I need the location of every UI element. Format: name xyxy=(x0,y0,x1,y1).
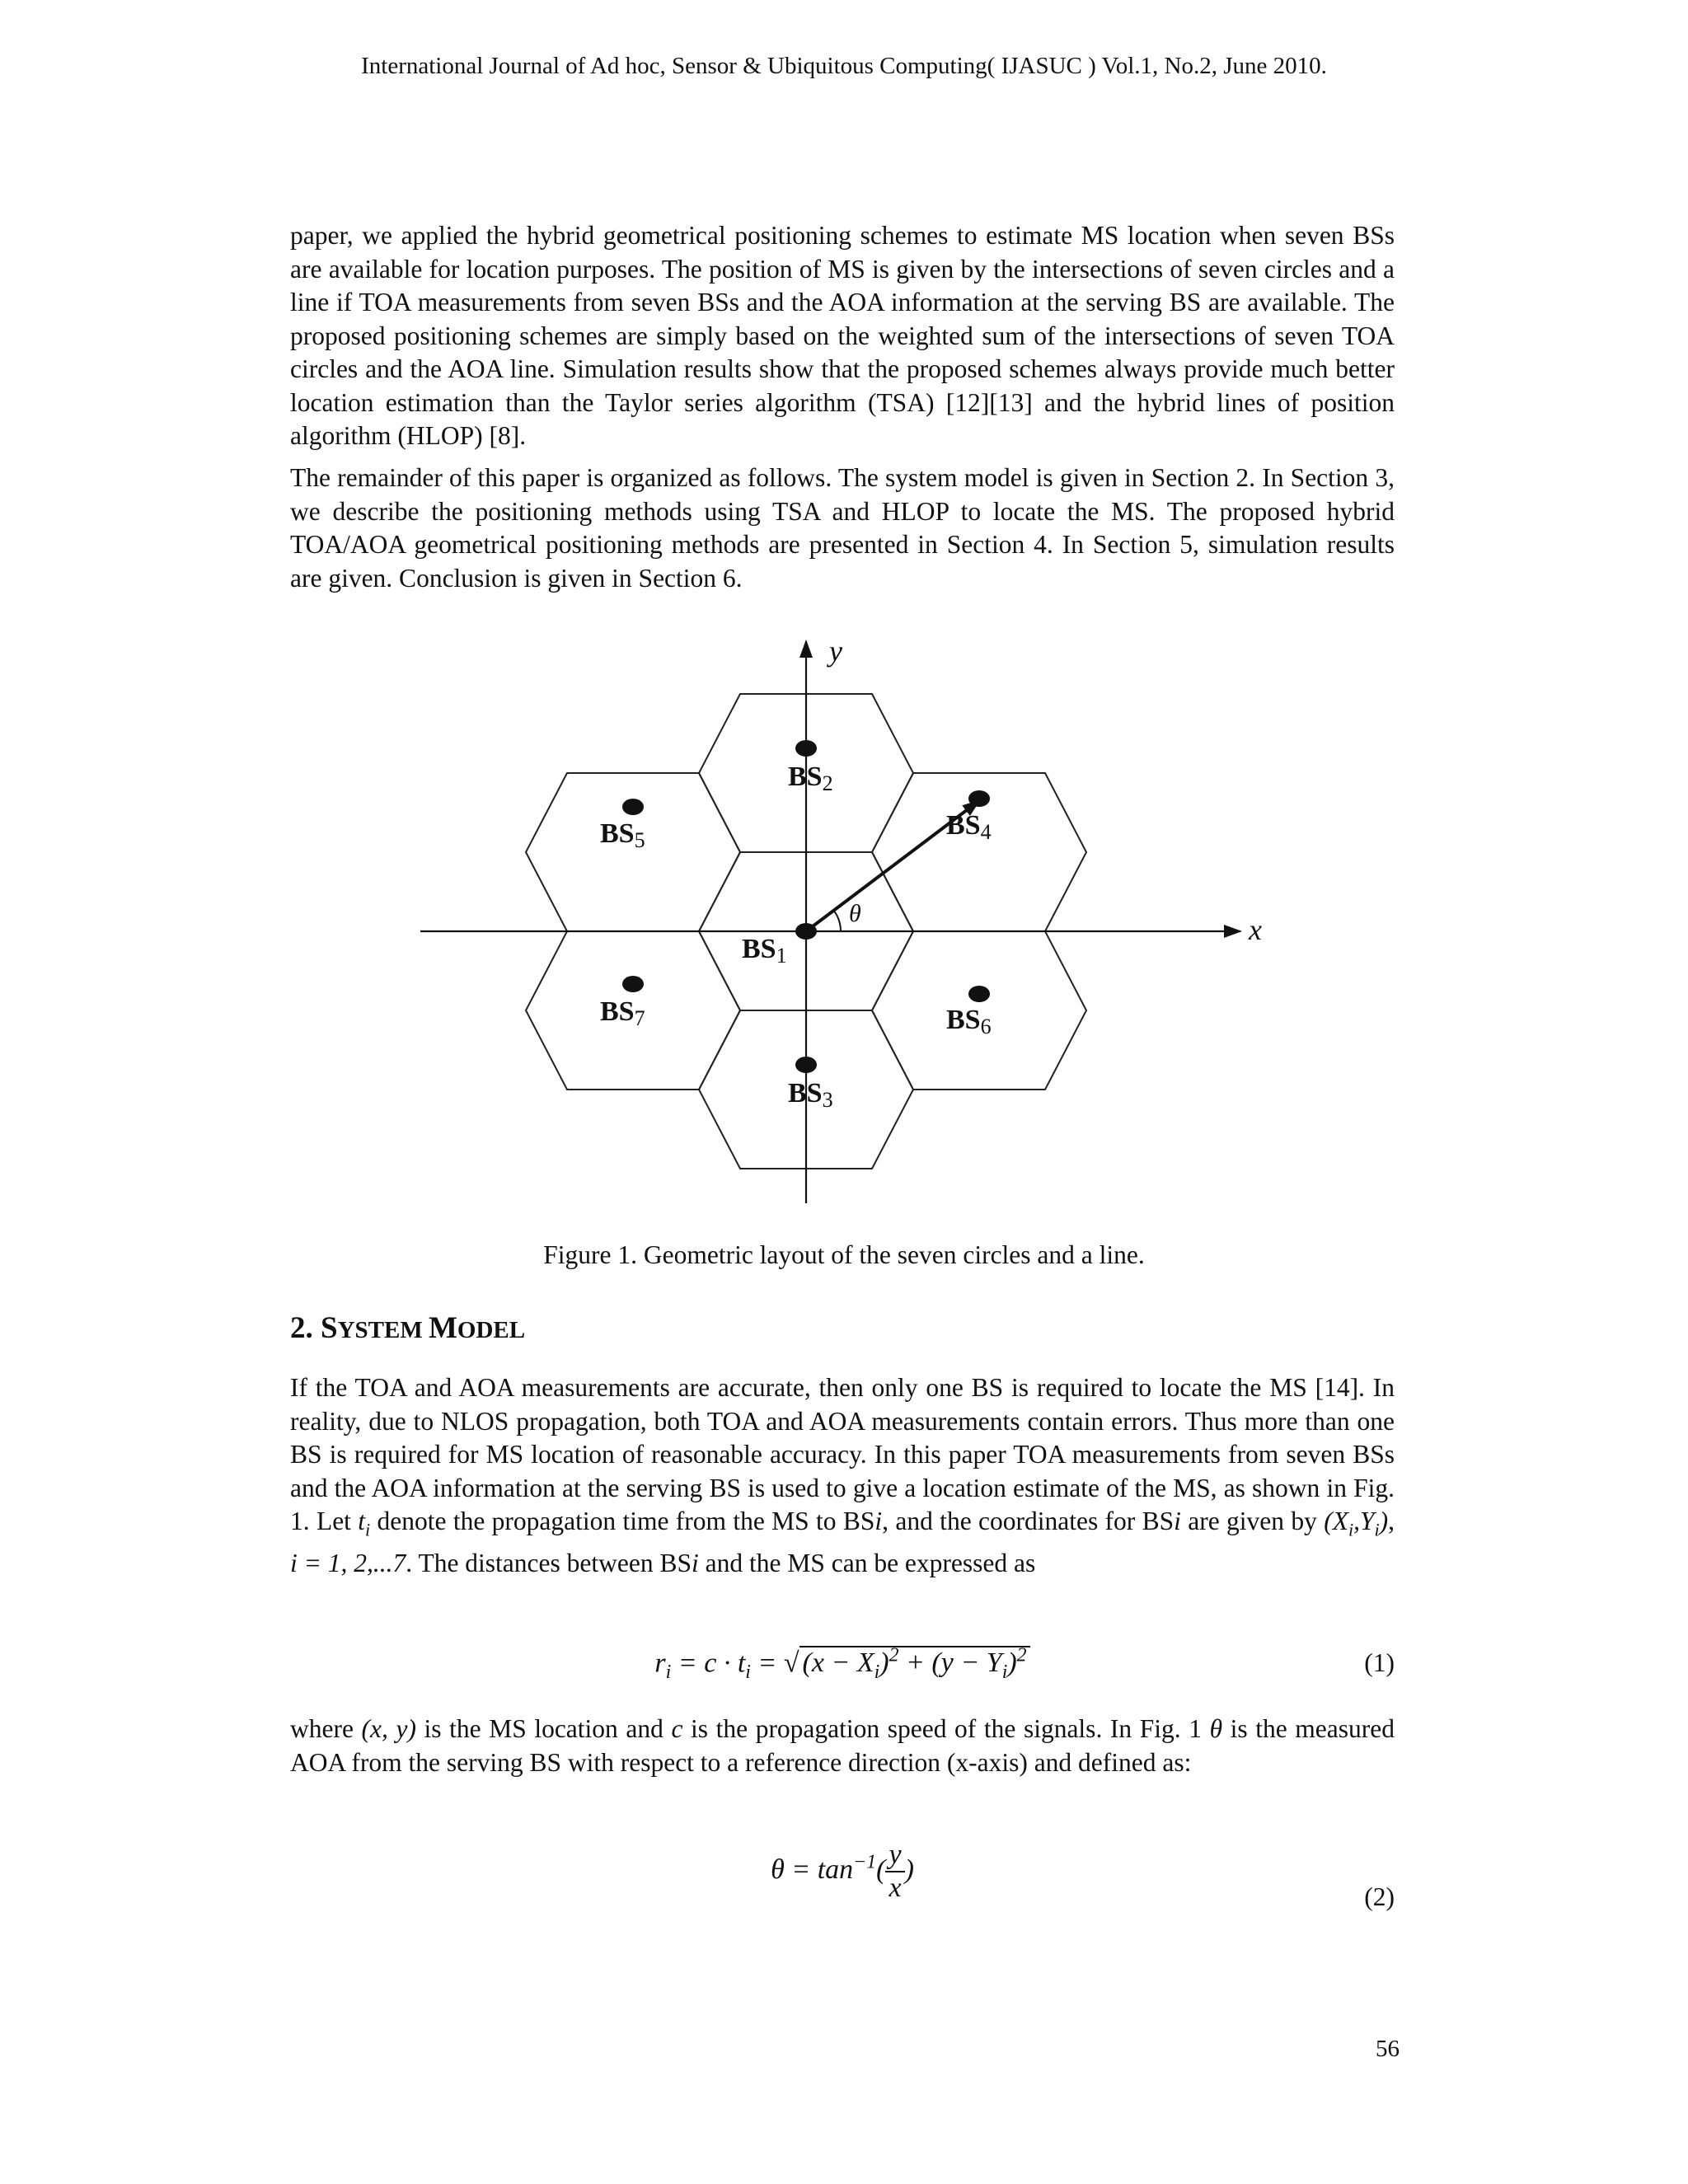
math-t: t xyxy=(358,1507,366,1535)
math-theta: θ xyxy=(1209,1714,1223,1743)
hexagon-diagram xyxy=(404,626,1278,1228)
math-close: ) xyxy=(1379,1507,1389,1535)
equation-2-number: (2) xyxy=(1364,1882,1395,1911)
aoa-paragraph xyxy=(290,1713,1395,1779)
bs2-dot xyxy=(795,740,817,757)
p4-text-d: is the measured AOA from the serving BS with respect to a reference direction (x-axis) and defined as: xyxy=(290,1714,1395,1777)
p3-text-g: and the MS can be expressed as xyxy=(698,1548,1036,1577)
system-model-paragraph xyxy=(290,1371,1395,1580)
math-c: c xyxy=(671,1714,683,1743)
eq2-denominator: x xyxy=(889,1872,902,1903)
bs3-dot xyxy=(795,1057,817,1073)
math-range: i = 1, 2,...7 xyxy=(290,1548,406,1577)
section-cap-s: S xyxy=(321,1311,338,1345)
eq1-rad-sub1: i xyxy=(874,1661,880,1684)
eq1-rad-c: + (y − Y xyxy=(898,1647,1002,1679)
bs5-dot xyxy=(622,799,644,815)
figure-hexagon-layout xyxy=(404,626,1278,1228)
angle-label: θ xyxy=(849,900,861,927)
eq1-rad-d: ) xyxy=(1007,1647,1017,1679)
eq1-sup-1: 2 xyxy=(889,1645,899,1666)
p3-text-f: . The distances between BS xyxy=(406,1548,692,1577)
eq2-numerator: y xyxy=(885,1840,904,1872)
section-cap-m: M xyxy=(428,1311,457,1345)
equation-2 xyxy=(290,1840,1395,1930)
bs4-dot xyxy=(968,790,990,807)
equation-1-number: (1) xyxy=(1364,1648,1395,1677)
eq1-ct: = c · t xyxy=(671,1647,746,1679)
organization-paragraph: The remainder of this paper is organized as follows. The system model is given in Section 2. In Section 3, we describe the positioning methods using TSA and HLOP to locate the MS. The proposed hybrid TOA/AOA geometrical positioning methods are presented in Section 4. In Section 5, simulation results are given. Conclusion is given in Section 6. xyxy=(290,463,1395,593)
bs6-label: BS6 xyxy=(946,1005,992,1038)
x-axis-label: x xyxy=(1249,913,1262,946)
eq1-rad-a: (x − X xyxy=(802,1647,874,1679)
math-xy: (x, y) xyxy=(361,1714,416,1743)
bs7-label: BS7 xyxy=(600,996,645,1030)
p3-text-c: , and the coordinates for BS xyxy=(882,1507,1175,1535)
bs5-label: BS5 xyxy=(600,818,645,852)
section-smallcaps-odel: ODEL xyxy=(457,1317,526,1343)
p3-text-a: If the TOA and AOA measurements are accurate, then only one BS is required to locate the MS [14]. In reality, due to NLOS propagation, both TOA and AOA measurements contain errors. Thus more than one BS is required for MS location of reasonable accuracy. In this paper TOA measurements from seven BSs and the AOA information at the serving BS is used to give a location estimate of the MS, as shown in Fig. 1. Let xyxy=(290,1373,1395,1535)
eq2-lhs: θ = tan xyxy=(771,1854,854,1885)
p3-text-b: denote the propagation time from the MS to BS xyxy=(370,1507,875,1535)
bs2-label: BS2 xyxy=(788,762,833,795)
p4-text-c: is the propagation speed of the signals. In Fig. 1 xyxy=(682,1714,1210,1743)
section-smallcaps-ystem: YSTEM xyxy=(337,1317,429,1343)
eq1-r-sub: i xyxy=(665,1661,672,1684)
math-Y: ,Y xyxy=(1353,1507,1375,1535)
bs7-dot xyxy=(622,976,644,992)
math-i-3: i xyxy=(691,1548,699,1577)
eq1-rad-b: ) xyxy=(879,1647,889,1679)
journal-header: International Journal of Ad hoc, Sensor & Ubiquitous Computing( IJASUC ) Vol.1, No.2, June 2010. xyxy=(361,53,1327,79)
intro-paragraph: paper, we applied the hybrid geometrical positioning schemes to estimate MS location when seven BSs are available for location purposes. The position of MS is given by the intersections of seven circles and a line if TOA measurements from seven BSs and the AOA information at the serving BS are available. The proposed positioning schemes are simply based on the weighted sum of the intersections of seven TOA circles and the AOA line. Simulation results show that the proposed schemes always provide much better location estimation than the Taylor series algorithm (TSA) [12][13] and the hybrid lines of position algorithm (HLOP) [8]. xyxy=(290,221,1395,450)
equation-1-body: $r_i = c \cdot t_i$ = √ $(x - X_i)^2 + (y - Y_i)^2$ xyxy=(290,1645,1395,1684)
equation-1 xyxy=(290,1640,1395,1698)
eq1-radicand xyxy=(799,1645,1030,1684)
math-i-2: i xyxy=(1174,1507,1181,1535)
p3-text-e: , xyxy=(1388,1507,1395,1535)
angle-arc xyxy=(834,911,841,931)
math-X: (X xyxy=(1324,1507,1348,1535)
section-number: 2. xyxy=(290,1311,321,1345)
figure-caption: Figure 1. Geometric layout of the seven circles and a line. xyxy=(543,1240,1145,1269)
p4-text-a: where xyxy=(290,1714,362,1743)
eq1-r: r xyxy=(654,1647,666,1679)
math-i-1: i xyxy=(874,1507,883,1535)
eq1-rad-sub2: i xyxy=(1001,1661,1008,1684)
bs3-label: BS3 xyxy=(788,1078,833,1112)
math-t-sub: i xyxy=(365,1519,371,1540)
equation-2-body xyxy=(290,1840,1395,1904)
bs1-label: BS1 xyxy=(742,934,787,968)
math-ti xyxy=(358,1507,371,1540)
eq2-close: ) xyxy=(904,1854,914,1885)
bs6-dot xyxy=(968,986,990,1002)
y-axis-label: y xyxy=(829,635,842,668)
math-coords xyxy=(1324,1507,1389,1540)
p4-text-b: is the MS location and xyxy=(415,1714,672,1743)
eq1-t-sub: i xyxy=(745,1661,751,1684)
hex-bs5 xyxy=(526,773,740,931)
math-X-sub: i xyxy=(1348,1519,1354,1540)
eq2-sup: −1 xyxy=(853,1851,877,1873)
section-heading xyxy=(290,1310,525,1346)
eq1-sup-2: 2 xyxy=(1016,1645,1027,1666)
math-Y-sub: i xyxy=(1374,1519,1380,1540)
eq2-fraction xyxy=(885,1840,904,1904)
bs1-dot xyxy=(795,923,817,940)
eq2-open: ( xyxy=(876,1854,886,1885)
bs4-label: BS4 xyxy=(946,810,992,844)
p3-text-d: are given by xyxy=(1180,1507,1325,1535)
page-number: 56 xyxy=(1376,2036,1400,2062)
